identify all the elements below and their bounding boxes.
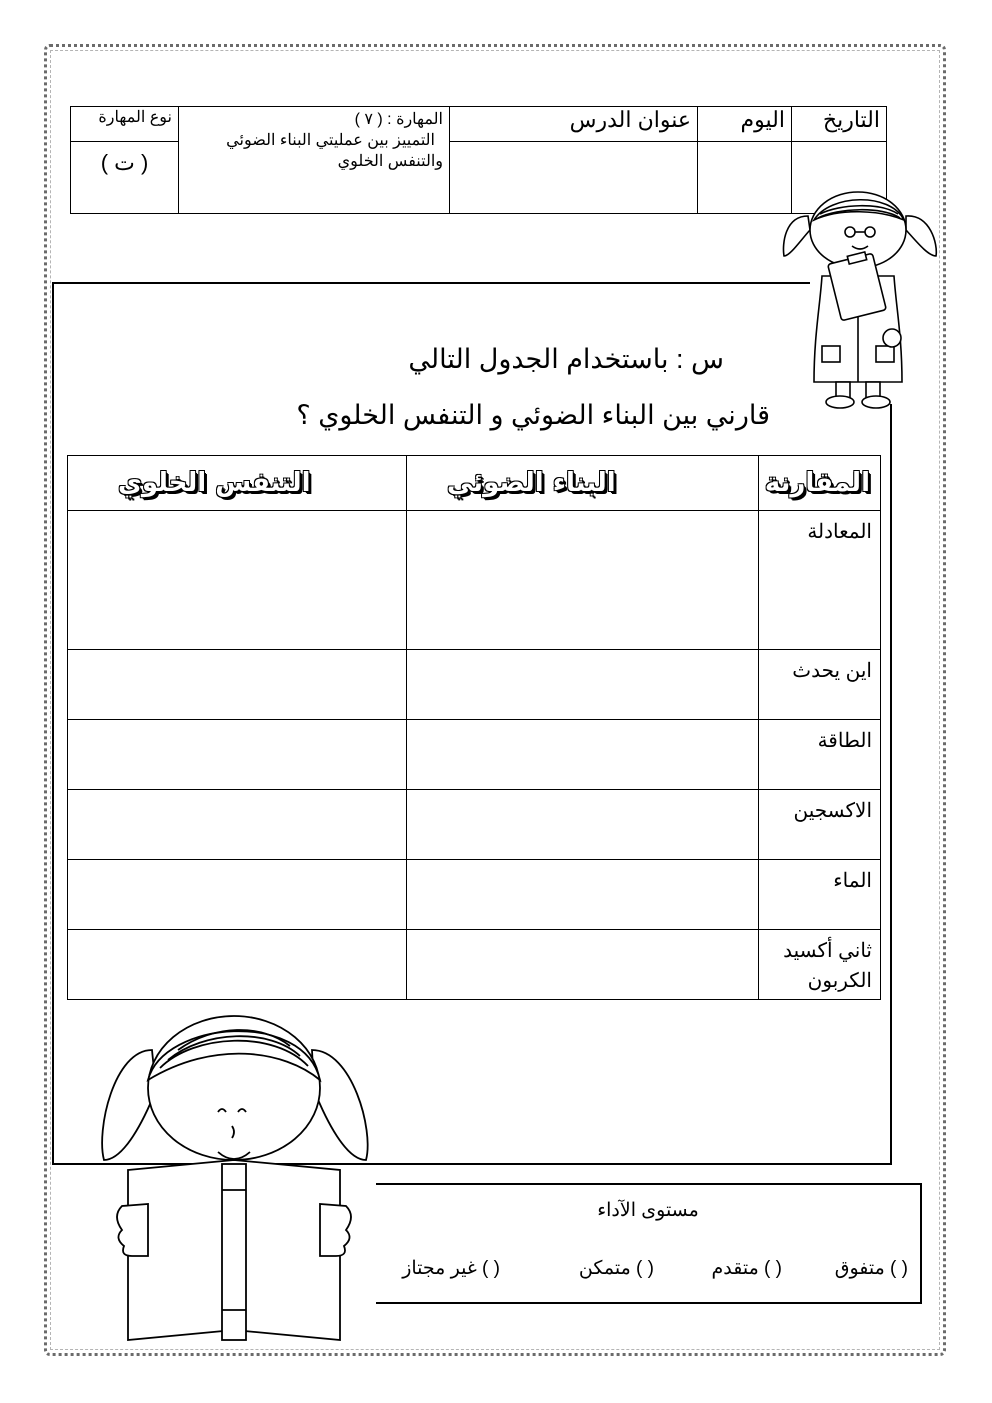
header-photosynthesis: البناء الضوئي xyxy=(407,456,759,511)
day-label: اليوم xyxy=(698,107,792,142)
row-label-location: اين يحدث xyxy=(759,650,881,720)
question-line2: قارني بين البناء الضوئي و التنفس الخلوي ؟ xyxy=(296,400,770,430)
girl-scientist-illustration xyxy=(780,186,940,412)
answer-cell[interactable] xyxy=(68,650,407,720)
answer-cell[interactable] xyxy=(68,790,407,860)
date-label: التاريخ xyxy=(792,107,887,142)
frame-top-line xyxy=(52,282,810,284)
row-label-energy: الطاقة xyxy=(759,720,881,790)
frame-left-line xyxy=(52,282,54,1164)
lesson-title-field[interactable] xyxy=(450,142,698,214)
header-table xyxy=(70,106,887,214)
answer-cell[interactable] xyxy=(407,790,759,860)
row-label-water: الماء xyxy=(759,860,881,930)
answer-cell[interactable] xyxy=(407,930,759,1000)
option-advanced[interactable]: ( ) متقدم xyxy=(711,1258,782,1279)
header-comparison: المقارنة xyxy=(759,456,881,511)
skill-text-line2: والتنفس الخلوي xyxy=(337,153,443,170)
answer-cell[interactable] xyxy=(407,860,759,930)
row-label-equation: المعادلة xyxy=(759,511,881,650)
frame-right-line xyxy=(890,404,892,1164)
answer-cell[interactable] xyxy=(68,930,407,1000)
answer-cell[interactable] xyxy=(407,650,759,720)
question-line1: س : باستخدام الجدول التالي xyxy=(408,344,724,374)
answer-cell[interactable] xyxy=(407,720,759,790)
comparison-table xyxy=(67,455,881,1000)
girl-reading-book-illustration xyxy=(94,1010,384,1350)
performance-title: مستوى الآداء xyxy=(597,1200,699,1221)
option-excellent[interactable]: ( ) متفوق xyxy=(834,1258,908,1279)
skill-text-line1: التمييز بين عمليتي البناء الضوئي xyxy=(226,132,435,149)
answer-cell[interactable] xyxy=(68,511,407,650)
skill-cell xyxy=(179,107,450,214)
lesson-title-label: عنوان الدرس xyxy=(450,107,698,142)
skill-label: المهارة : ( ٧ ) xyxy=(354,111,443,128)
answer-cell[interactable] xyxy=(68,860,407,930)
option-proficient[interactable]: ( ) متمكن xyxy=(578,1258,654,1279)
header-cellular-respiration: التنفس الخلوي xyxy=(68,456,407,511)
skill-type-value: ( ت ) xyxy=(71,142,179,214)
option-not-passed[interactable]: ( ) غير مجتاز xyxy=(402,1258,500,1279)
day-field[interactable] xyxy=(698,142,792,214)
skill-type-label: نوع المهارة xyxy=(71,107,179,142)
answer-cell[interactable] xyxy=(68,720,407,790)
row-label-co2: ثاني أكسيد الكربون xyxy=(759,930,881,1000)
row-label-oxygen: الاكسجين xyxy=(759,790,881,860)
answer-cell[interactable] xyxy=(407,511,759,650)
performance-box xyxy=(376,1183,922,1304)
